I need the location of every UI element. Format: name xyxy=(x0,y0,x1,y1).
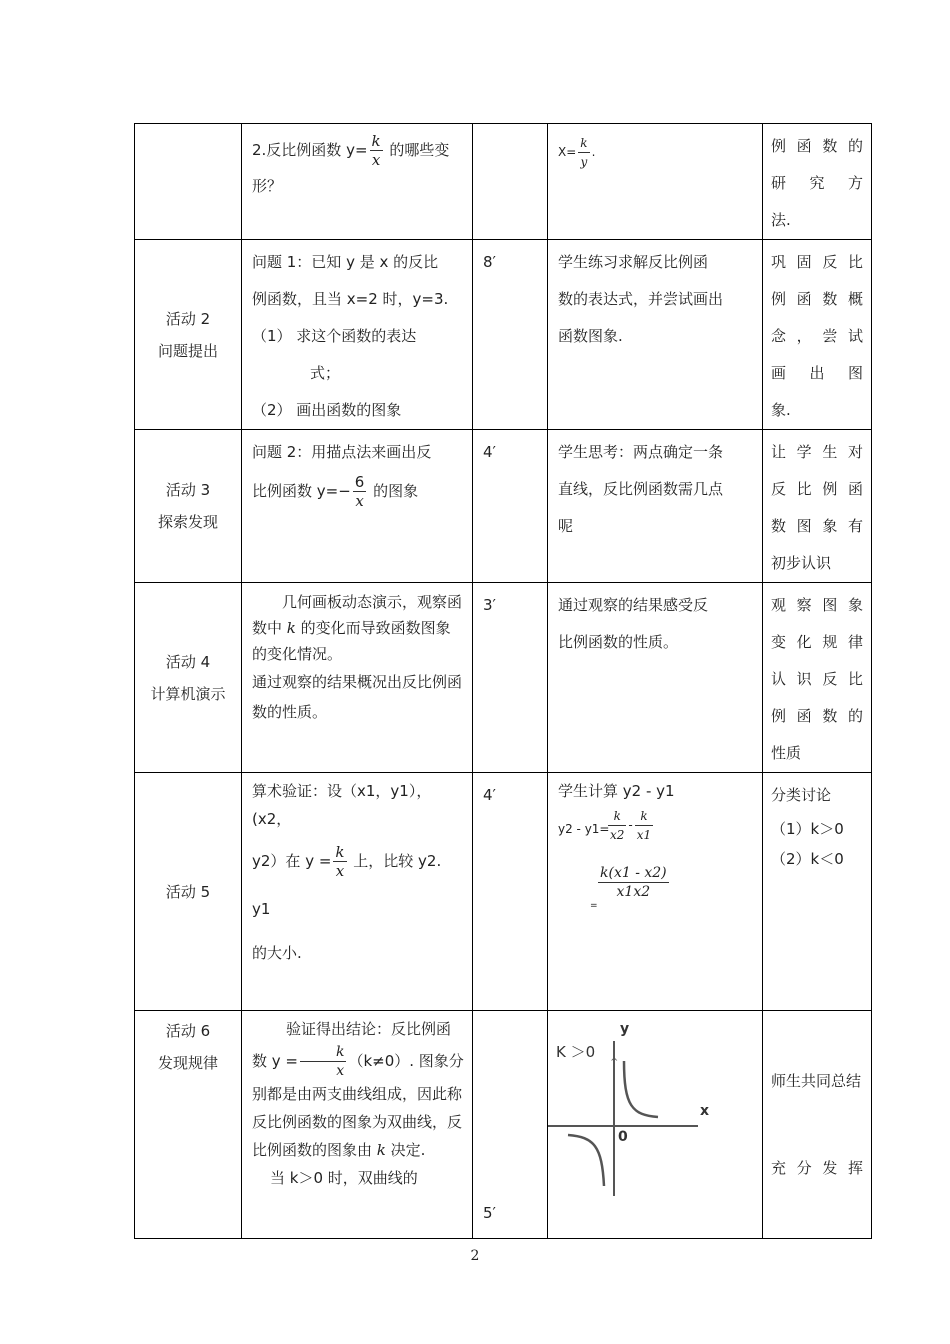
table-row xyxy=(135,430,872,583)
purpose-cell xyxy=(763,430,872,583)
purpose-line: 反比例函 xyxy=(771,480,863,498)
k-variable: k xyxy=(286,619,296,637)
content-line: （1） 求这个函数的表达 xyxy=(252,327,417,345)
activity-number: 活动 4 xyxy=(165,652,211,671)
fraction: $\frac{k}{x2}$ xyxy=(610,809,625,842)
student-line: 比例函数的性质。 xyxy=(558,633,679,651)
fraction: $\frac{6}{x}$ xyxy=(354,473,365,510)
content-cell xyxy=(242,1011,473,1239)
time-value: 3′ xyxy=(483,596,496,614)
content-line: 通过观察的结果概况出反比例函数的性质。 xyxy=(252,673,463,721)
student-line: 呢 xyxy=(558,517,574,535)
purpose-cell xyxy=(763,583,872,773)
fraction: $\frac{k}{y}$ xyxy=(580,136,588,169)
student-line: 通过观察的结果感受反 xyxy=(558,596,709,614)
equals-sign: = xyxy=(590,901,598,911)
purpose-line: 认识反比 xyxy=(771,670,863,688)
student-cell: X= $\frac{k}{y}$ . xyxy=(548,124,763,240)
x-axis-label: x xyxy=(700,1103,710,1119)
content-line: 问题 1：已知 y 是 x 的反比 xyxy=(252,253,439,271)
content-cell xyxy=(242,773,473,1011)
time-value: 4′ xyxy=(483,786,496,804)
time-value: 8′ xyxy=(483,253,496,271)
content-line: （2） 画出函数的图象 xyxy=(252,401,402,419)
student-line: 学生练习求解反比例函 xyxy=(558,253,709,271)
student-line: 数的表达式，并尝试画出 xyxy=(558,290,724,308)
activity-number: 活动 2 xyxy=(165,309,211,328)
purpose-line: 画 出 图 xyxy=(771,364,863,382)
time-cell xyxy=(473,124,548,240)
content-text: y2）在 y = xyxy=(252,852,332,870)
purpose-cell xyxy=(763,240,872,430)
minus-sign: - xyxy=(628,818,633,832)
student-line: 学生计算 y2 - y1 xyxy=(558,782,675,800)
purpose-line: 例函数的 xyxy=(771,707,863,725)
purpose-cell xyxy=(763,773,872,1011)
activity-cell xyxy=(135,124,242,240)
content-line: 问题 2：用描点法来画出反 xyxy=(252,443,432,461)
content-line: 当 k＞0 时，双曲线的 xyxy=(270,1169,418,1187)
content-cell xyxy=(242,124,473,240)
table-row xyxy=(135,240,872,430)
lesson-plan-table xyxy=(134,123,872,1239)
activity-cell xyxy=(135,240,242,430)
activity-title: 计算机演示 xyxy=(150,684,226,703)
origin-label: 0 xyxy=(618,1129,628,1145)
content-text: 决定. xyxy=(385,1141,426,1159)
time-cell xyxy=(473,430,548,583)
student-line: 函数图象. xyxy=(558,327,623,345)
fraction: $\frac{k}{x1}$ xyxy=(636,809,652,842)
content-text: 的变化而导致函数图象的变化情况。 xyxy=(252,619,451,663)
content-text: 2.反比例函数 y= xyxy=(252,141,368,159)
content-line: 算术验证：设（x1，y1），(x2， xyxy=(252,782,432,828)
fraction: $\frac{k}{x}$ xyxy=(371,132,381,169)
activity-cell xyxy=(135,773,242,1011)
condition-label: K ＞0 xyxy=(556,1043,596,1061)
content-text: 比例函数 y=− xyxy=(252,482,351,500)
student-cell xyxy=(548,240,763,430)
activity-title: 发现规律 xyxy=(157,1054,218,1072)
time-value: 5′ xyxy=(483,1204,496,1222)
purpose-line: 师生共同总结 xyxy=(771,1072,862,1090)
activity-cell xyxy=(135,430,242,583)
time-cell xyxy=(473,240,548,430)
content-text: 的图象 xyxy=(368,482,419,500)
purpose-line: 初步认识 xyxy=(771,554,832,572)
activity-number: 活动 6 xyxy=(165,1022,211,1040)
student-line: 直线，反比例函数需几点 xyxy=(558,480,724,498)
purpose-cell xyxy=(763,124,872,240)
content-text: 的哪些变形？ xyxy=(252,141,450,195)
time-cell xyxy=(473,773,548,1011)
fraction: $\frac{k}{x}$ xyxy=(335,843,345,880)
purpose-line: （2）k＜0 xyxy=(771,850,844,868)
purpose-line: 例函数的 xyxy=(771,137,863,155)
student-line: 学生思考：两点确定一条 xyxy=(558,443,724,461)
table-row xyxy=(135,773,872,1011)
activity-title: 探索发现 xyxy=(157,513,218,531)
purpose-line: 法. xyxy=(771,211,791,229)
student-text: X= xyxy=(558,145,577,159)
purpose-line: 例函数概 xyxy=(771,290,863,308)
arrow-tip: ^ xyxy=(610,1057,619,1068)
fraction: $\frac{k(x1 - x2)}{x1x2}$ xyxy=(600,865,667,900)
purpose-line: 分类讨论 xyxy=(771,786,832,804)
purpose-line: 让学生对 xyxy=(771,443,863,461)
content-text: 上，比较 y2. y1 xyxy=(252,852,442,918)
purpose-line: 性质 xyxy=(771,744,802,762)
purpose-line: 变化规律 xyxy=(771,633,863,651)
student-cell xyxy=(548,430,763,583)
activity-cell xyxy=(135,583,242,773)
purpose-line: 研 究 方 xyxy=(771,174,863,192)
table-row xyxy=(135,1011,872,1239)
content-cell xyxy=(242,240,473,430)
activity-cell xyxy=(135,1011,242,1239)
purpose-line: 观察图象 xyxy=(771,596,863,614)
content-cell xyxy=(242,583,473,773)
purpose-line: 巩固反比 xyxy=(771,253,863,271)
content-line: 的大小. xyxy=(252,944,302,962)
y-axis-label: y xyxy=(620,1021,630,1037)
activity-title: 问题提出 xyxy=(157,341,218,360)
content-text: 几何画板动态演示，观察函数中 xyxy=(252,593,463,637)
hyperbola-branch-q1 xyxy=(624,1061,658,1117)
student-cell xyxy=(548,1011,763,1239)
page-number: 2 xyxy=(470,1248,480,1264)
student-cell xyxy=(548,583,763,773)
content-text: 验证得出结论：反比例函数 y = xyxy=(252,1020,452,1070)
content-text: （k≠0）. 图象分别都是由两支曲线组成，因此称反比例函数的图象为双曲线，反比例函数的图象由 xyxy=(252,1052,464,1159)
content-cell xyxy=(242,430,473,583)
activity-number: 活动 5 xyxy=(165,882,211,901)
hyperbola-graph xyxy=(548,1011,744,1201)
student-cell xyxy=(548,773,763,1011)
fraction: $\frac{k}{x}$ xyxy=(300,1043,346,1080)
hyperbola-branch-q3 xyxy=(568,1135,604,1186)
purpose-line: 数图象有 xyxy=(771,517,863,535)
time-cell xyxy=(473,583,548,773)
purpose-line: 念，尝试 xyxy=(771,327,863,345)
table-row xyxy=(135,124,872,240)
purpose-line: 象. xyxy=(771,401,791,419)
activity-number: 活动 3 xyxy=(165,481,211,499)
k-variable: k xyxy=(376,1141,386,1159)
time-cell xyxy=(473,1011,548,1239)
content-line: 式； xyxy=(310,364,341,382)
table-row xyxy=(135,583,872,773)
purpose-line: 充分发挥 xyxy=(771,1159,863,1177)
time-value: 4′ xyxy=(483,443,496,461)
purpose-cell xyxy=(763,1011,872,1239)
purpose-line: （1）k＞0 xyxy=(771,820,844,838)
student-line: y2 - y1= xyxy=(558,822,610,836)
content-line: 例函数，且当 x=2 时，y=3. xyxy=(252,290,449,308)
